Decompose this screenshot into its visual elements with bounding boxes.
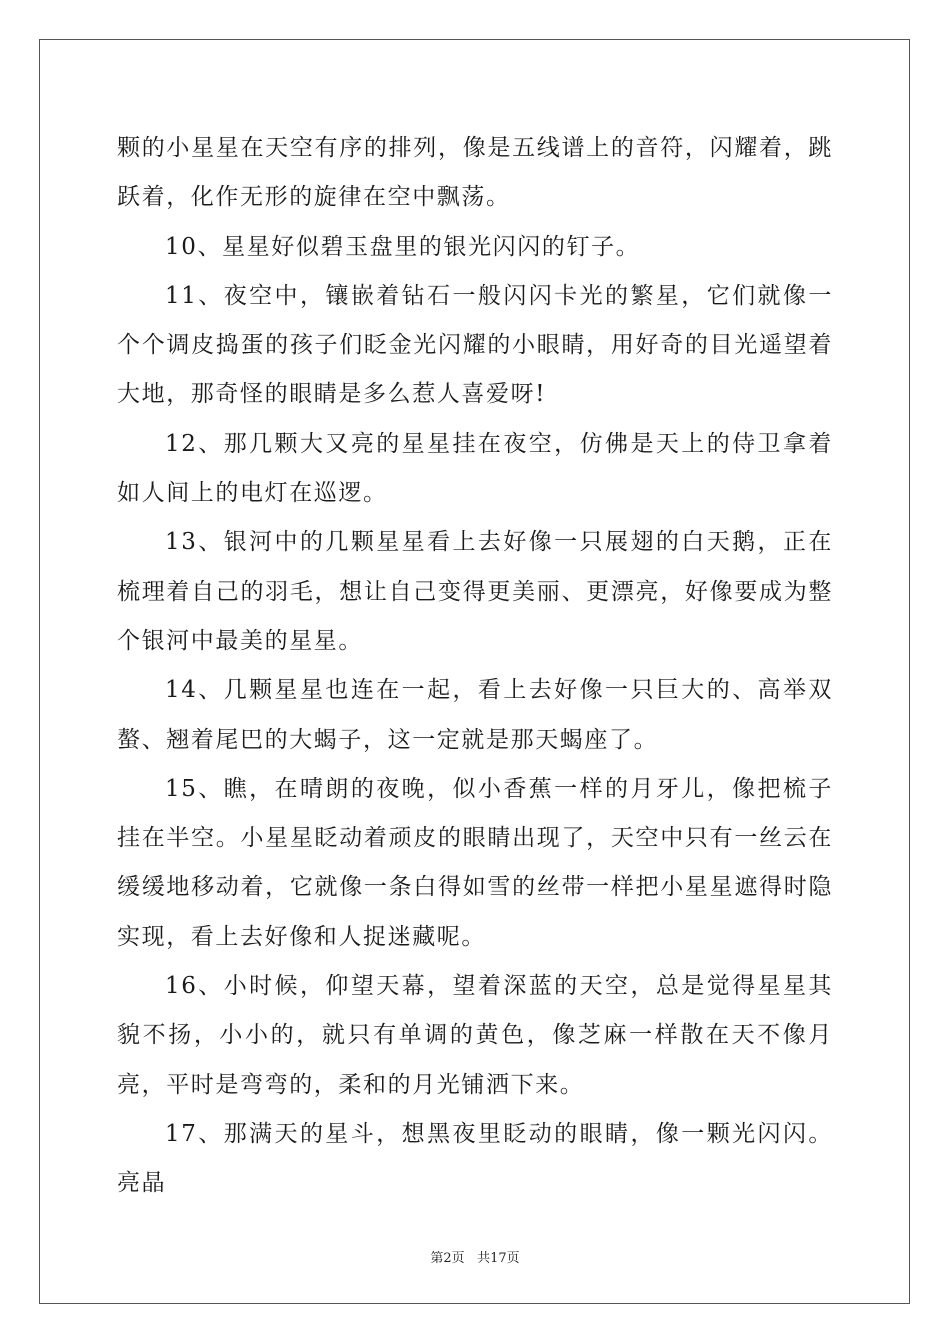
page-footer: [0, 1247, 950, 1266]
paragraph-14: 14、几颗星星也连在一起，看上去好像一只巨大的、高举双螯、翘着尾巴的大蝎子，这一定就是那天蝎座了。: [117, 677, 833, 753]
paragraph-12: 12、那几颗大又亮的星星挂在夜空，仿佛是天上的侍卫拿着如人间上的电灯在巡逻。: [117, 430, 833, 507]
paragraph-11: 11、夜空中，镶嵌着钻石一般闪闪卡光的繁星，它们就像一个个调皮捣蛋的孩子们眨金光闪耀的小眼睛，用好奇的目光遥望着大地，那奇怪的眼睛是多么惹人喜爱呀!: [117, 282, 833, 408]
paragraph-10: 10、星星好似碧玉盘里的银光闪闪的钉子。: [165, 233, 641, 260]
paragraph-16: 16、小时候，仰望天幕，望着深蓝的天空，总是觉得星星其貌不扬，小小的，就只有单调的黄色，像芝麻一样散在天不像月亮，平时是弯弯的，柔和的月光铺洒下来。: [117, 973, 833, 1098]
paragraph-13: 13、银河中的几颗星星看上去好像一只展翅的白天鹅，正在梳理着自己的羽毛，想让自己变得更美丽、更漂亮，好像要成为整个银河中最美的星星。: [117, 529, 833, 654]
document-body: [117, 124, 833, 1209]
paragraph-continued: 颗的小星星在天空有序的排列，像是五线谱上的音符，闪耀着，跳跃着，化作无形的旋律在空中飘荡。: [117, 135, 833, 211]
paragraph-17: 17、那满天的星斗，想黑夜里眨动的眼睛，像一颗光闪闪。亮晶: [117, 1120, 833, 1197]
paragraph-15: 15、瞧，在晴朗的夜晚，似小香蕉一样的月牙儿，像把梳子挂在半空。小星星眨动着顽皮的眼睛出现了，天空中只有一丝云在缓缓地移动着，它就像一条白得如雪的丝带一样把小星星遮得时隐实现，看上去好像和人捉迷藏呢。: [117, 775, 833, 950]
page-number: 第2页: [430, 1251, 465, 1266]
total-pages: 共17页: [477, 1251, 520, 1266]
